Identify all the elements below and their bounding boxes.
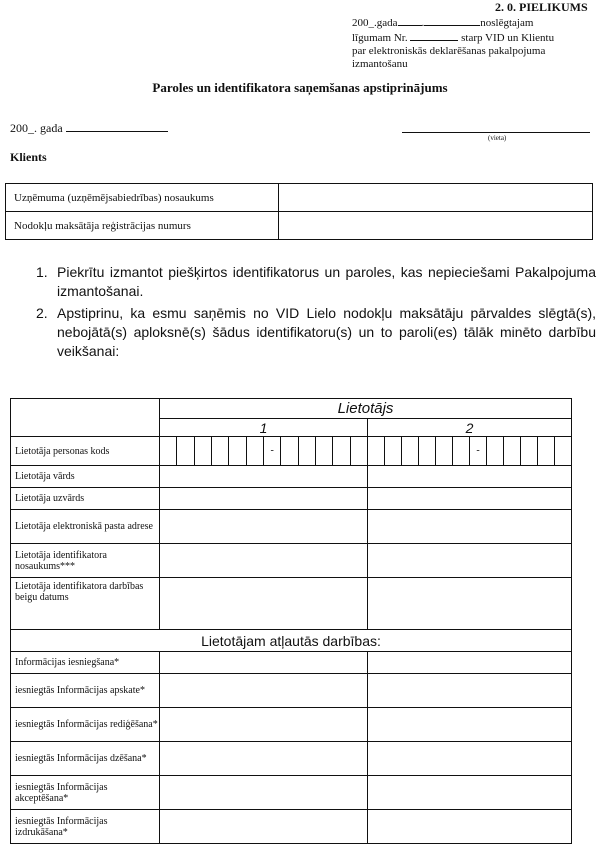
user1-action-print[interactable]: [160, 810, 368, 844]
users-corner-cell-2: [11, 419, 160, 437]
user2-action-delete[interactable]: [368, 742, 572, 776]
ref-purpose-end: izmantošanu: [352, 58, 408, 70]
users-corner-cell: [11, 399, 160, 419]
row-label-email: Lietotāja elektroniskā pasta adrese: [11, 510, 160, 544]
statement-2: 2. Apstiprinu, ka esmu saņēmis no VID Lielo nodokļu maksātāju pārvaldes slēgtā(s), nebojātā(s) aploksnē(s) šādus identifikatoru(s) un to paroli(es) tālāk minēto darbību veikšanai:: [36, 305, 596, 359]
user2-action-view[interactable]: [368, 674, 572, 708]
user2-email[interactable]: [368, 510, 572, 544]
ref-agreement-no: līgumam Nr.: [352, 32, 408, 44]
row-label-last-name: Lietotāja uzvārds: [11, 488, 160, 510]
row-label-identifier-expiry: Lietotāja identifikatora darbības beigu datums: [11, 578, 160, 630]
user1-personal-code[interactable]: -: [160, 437, 368, 466]
row-label-identifier-name: Lietotāja identifikatora nosaukums***: [11, 544, 160, 578]
user1-action-accept[interactable]: [160, 776, 368, 810]
users-header: Lietotājs: [160, 399, 572, 419]
user2-first-name[interactable]: [368, 466, 572, 488]
row-label-personal-code: Lietotāja personas kods: [11, 437, 160, 466]
user1-identifier-expiry[interactable]: [160, 578, 368, 630]
user2-action-edit[interactable]: [368, 708, 572, 742]
place-field: [402, 121, 590, 133]
users-table: [10, 398, 572, 844]
client-taxnumber-value[interactable]: [279, 212, 593, 240]
statements-list: [36, 263, 596, 361]
user2-identifier-name[interactable]: [368, 544, 572, 578]
statement-1: 1. Piekrītu izmantot piešķirtos identifikatorus un paroles, kas nepieciešami Pakalpojuma izmantošanai.: [36, 264, 596, 299]
action-print-label: iesniegtās Informācijas izdrukāšana*: [11, 810, 160, 844]
row-label-first-name: Lietotāja vārds: [11, 466, 160, 488]
user1-action-delete[interactable]: [160, 742, 368, 776]
user1-first-name[interactable]: [160, 466, 368, 488]
user2-personal-code[interactable]: -: [368, 437, 572, 466]
user2-action-accept[interactable]: [368, 776, 572, 810]
client-heading: Klients: [10, 150, 47, 164]
user2-action-submit[interactable]: [368, 652, 572, 674]
action-view-label: iesniegtās Informācijas apskate*: [11, 674, 160, 708]
place-caption: (vieta): [488, 134, 507, 142]
user2-identifier-expiry[interactable]: [368, 578, 572, 630]
user-column-1: 1: [160, 419, 368, 437]
user1-action-submit[interactable]: [160, 652, 368, 674]
client-company-value[interactable]: [279, 184, 593, 212]
date-prefix: 200_. gada: [10, 121, 63, 135]
user1-last-name[interactable]: [160, 488, 368, 510]
action-edit-label: iesniegtās Informācijas rediģēšana*: [11, 708, 160, 742]
annex-label: 2. 0. PIELIKUMS: [495, 0, 588, 14]
client-taxnumber-label: Nodokļu maksātāja reģistrācijas numurs: [6, 212, 279, 240]
client-table: [5, 183, 593, 240]
ref-concluded: noslēgtajam: [480, 17, 534, 29]
user2-action-print[interactable]: [368, 810, 572, 844]
user-column-2: 2: [368, 419, 572, 437]
ref-date: 200_.gada: [352, 17, 398, 29]
user1-action-view[interactable]: [160, 674, 368, 708]
user2-last-name[interactable]: [368, 488, 572, 510]
action-submit-label: Informācijas iesniegšana*: [11, 652, 160, 674]
actions-header: Lietotājam atļautās darbības:: [11, 630, 572, 652]
action-delete-label: iesniegtās Informācijas dzēšana*: [11, 742, 160, 776]
user1-email[interactable]: [160, 510, 368, 544]
date-line: [10, 121, 168, 136]
page-title: Paroles un identifikatora saņemšanas apstiprinājums: [152, 80, 448, 95]
user1-action-edit[interactable]: [160, 708, 368, 742]
client-company-label: Uzņēmuma (uzņēmējsabiedrības) nosaukums: [6, 184, 279, 212]
agreement-reference: 200_.gada . noslēgtajam līgumam Nr. starp VID un Klientu par elektroniskās deklarēšanas pakalpojuma izmantošanu: [352, 15, 597, 71]
user1-identifier-name[interactable]: [160, 544, 368, 578]
ref-parties: starp VID un Klientu: [461, 32, 555, 44]
ref-purpose: par elektroniskās deklarēšanas pakalpojuma: [352, 45, 546, 57]
action-accept-label: iesniegtās Informācijas akceptēšana*: [11, 776, 160, 810]
